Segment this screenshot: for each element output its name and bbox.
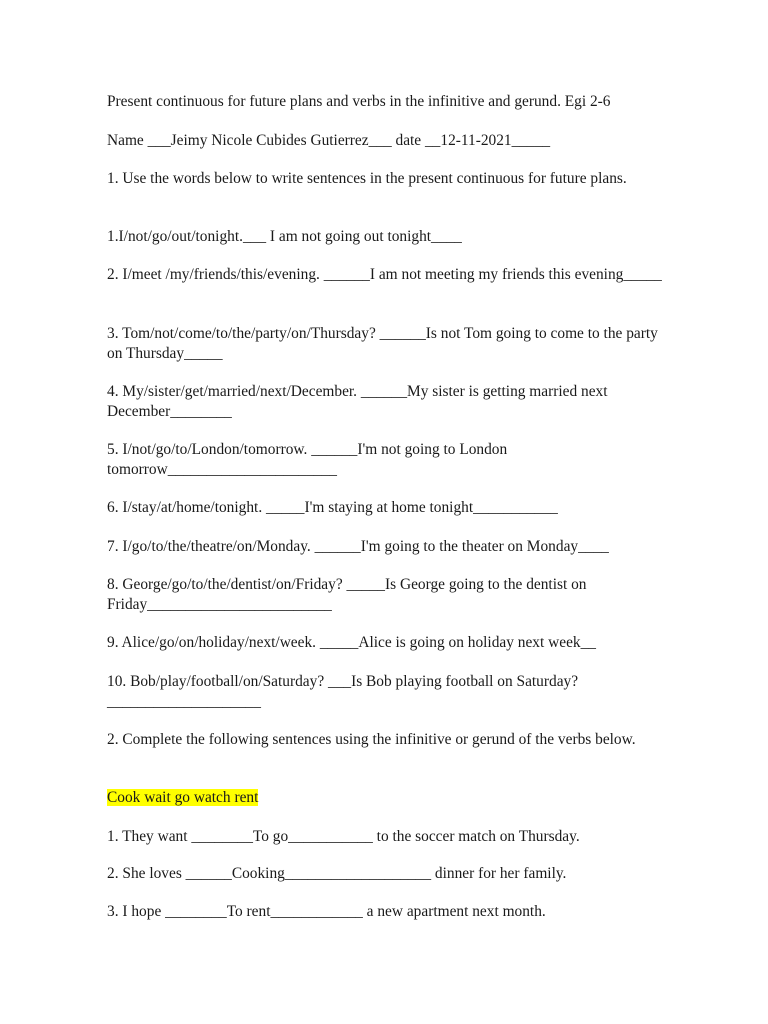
exercise1-item-3: 3. Tom/not/come/to/the/party/on/Thursday? ______Is not Tom going to come to the party on Thursday_____ [107, 325, 658, 362]
exercise1-item-1: 1.I/not/go/out/tonight.___ I am not going out tonight____ [107, 228, 462, 245]
section2-heading: 2. Complete the following sentences using the infinitive or gerund of the verbs below. [107, 731, 636, 748]
exercise1-item-2: 2. I/meet /my/friends/this/evening. ______I am not meeting my friends this evening_____ [107, 266, 662, 283]
exercise2-item-3: 3. I hope ________To rent____________ a new apartment next month. [107, 903, 546, 920]
exercise2-item-1: 1. They want ________To go___________ to the soccer match on Thursday. [107, 828, 580, 845]
exercise1-item-10: 10. Bob/play/football/on/Saturday? ___Is Bob playing football on Saturday? ____________________ [107, 673, 579, 710]
verb-go: go [174, 789, 190, 806]
verb-rent: rent [234, 789, 259, 806]
exercise1-item-4: 4. My/sister/get/married/next/December. ______My sister is getting married next December________ [107, 383, 608, 420]
exercise1-item-6: 6. I/stay/at/home/tonight. _____I'm staying at home tonight___________ [107, 499, 558, 516]
name-date-line: Name ___Jeimy Nicole Cubides Gutierrez___ date __12-11-2021_____ [107, 132, 551, 149]
worksheet-title: Present continuous for future plans and verbs in the infinitive and gerund. Egi 2-6 [107, 93, 611, 110]
verb-cook: Cook [107, 789, 141, 806]
exercise1-item-7: 7. I/go/to/the/theatre/on/Monday. ______I'm going to the theater on Monday____ [107, 538, 609, 555]
section1-heading: 1. Use the words below to write sentences in the present continuous for future plans. [107, 170, 627, 187]
verb-wait: wait [144, 789, 171, 806]
verb-list [107, 788, 667, 808]
verb-watch: watch [193, 789, 231, 806]
exercise2-item-2: 2. She loves ______Cooking___________________ dinner for her family. [107, 865, 567, 882]
exercise1-item-5: 5. I/not/go/to/London/tomorrow. ______I'm not going to London tomorrow______________________ [107, 441, 508, 478]
exercise1-item-9: 9. Alice/go/on/holiday/next/week. _____Alice is going on holiday next week__ [107, 634, 596, 651]
exercise1-item-8: 8. George/go/to/the/dentist/on/Friday? _____Is George going to the dentist on Friday________________________ [107, 576, 587, 613]
